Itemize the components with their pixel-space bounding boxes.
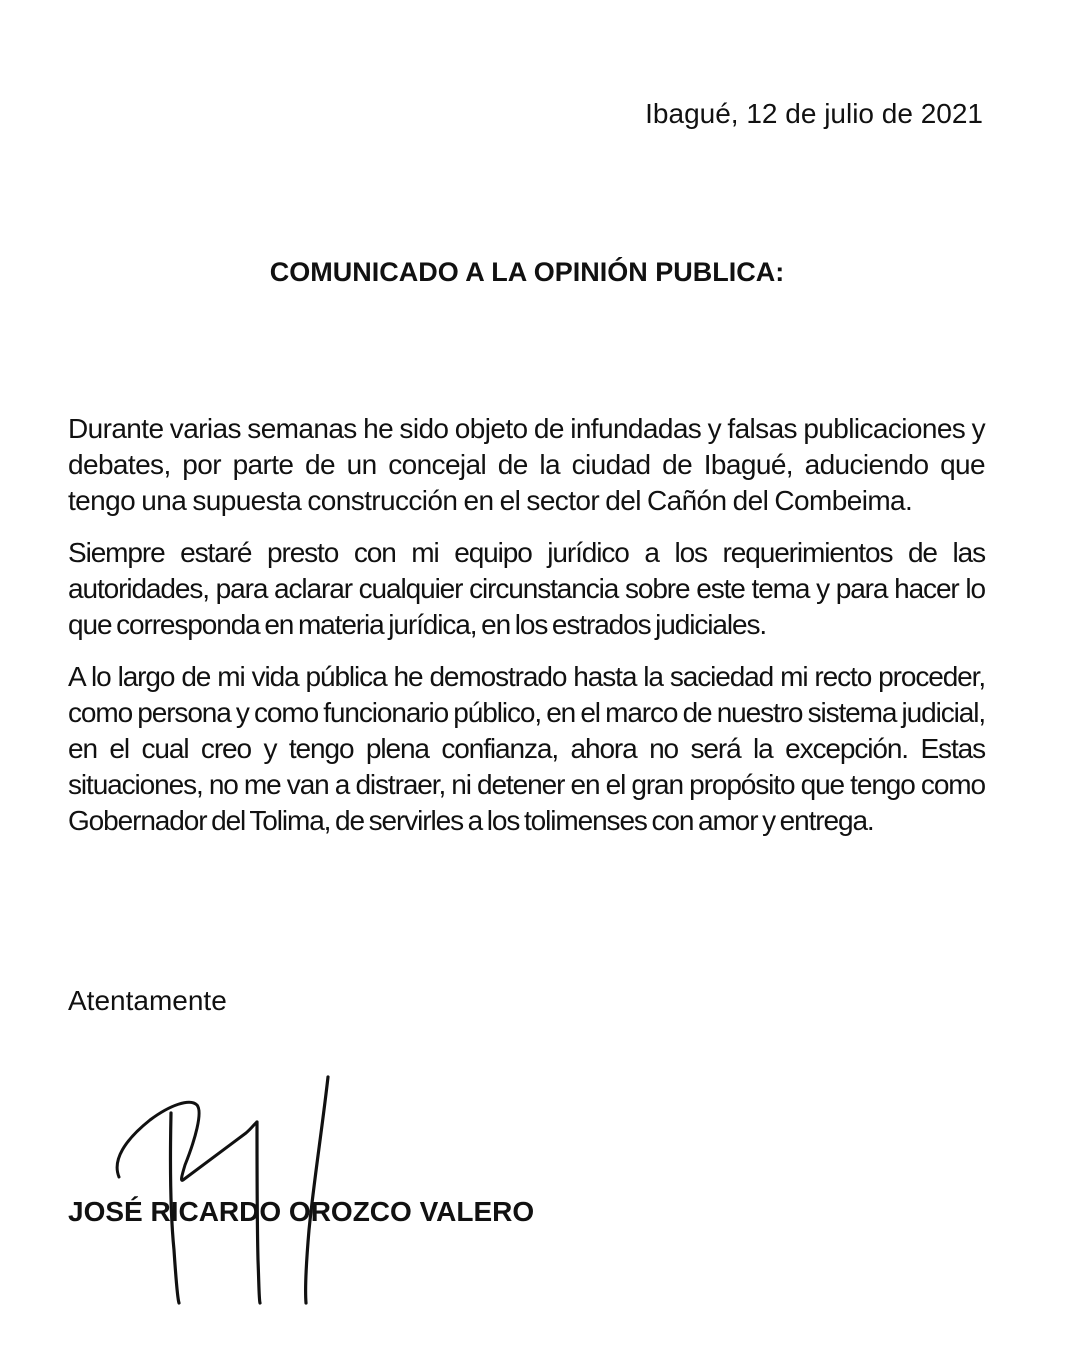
signature-loop-stroke bbox=[117, 1102, 257, 1180]
signature-slash-stroke bbox=[306, 1077, 328, 1303]
closing-salutation: Atentamente bbox=[68, 985, 227, 1016]
signer-name: JOSÉ RICARDO OROZCO VALERO bbox=[68, 1196, 535, 1227]
date-line: Ibagué, 12 de julio de 2021 bbox=[645, 98, 983, 129]
document-title: COMUNICADO A LA OPINIÓN PUBLICA: bbox=[269, 257, 785, 287]
letter-body bbox=[68, 411, 985, 855]
paragraph-1: Durante varias semanas he sido objeto de infundadas y falsas publicaciones y debates, por parte de un concejal de la ciudad de Ibagué, aduciendo que tengo una supuesta construcción en el sector del Cañón del Combeima. bbox=[68, 413, 985, 516]
paragraph-3: A lo largo de mi vida pública he demostrado hasta la saciedad mi recto proceder, como persona y como funcionario público, en el marco de nuestro sistema judicial, en el cual creo y tengo plena confianza, ahora no será la excepción. Estas situaciones, no me van a distraer, ni detener en el gran propósito que tengo como Gobernador del Tolima, de servirles a los tolimenses con amor y entrega. bbox=[68, 661, 985, 836]
paragraph-2: Siempre estaré presto con mi equipo jurídico a los requerimientos de las autoridades, para aclarar cualquier circunstancia sobre este tema y para hacer lo que corresponda en materia jurídica, en los estrados judiciales. bbox=[68, 537, 985, 640]
